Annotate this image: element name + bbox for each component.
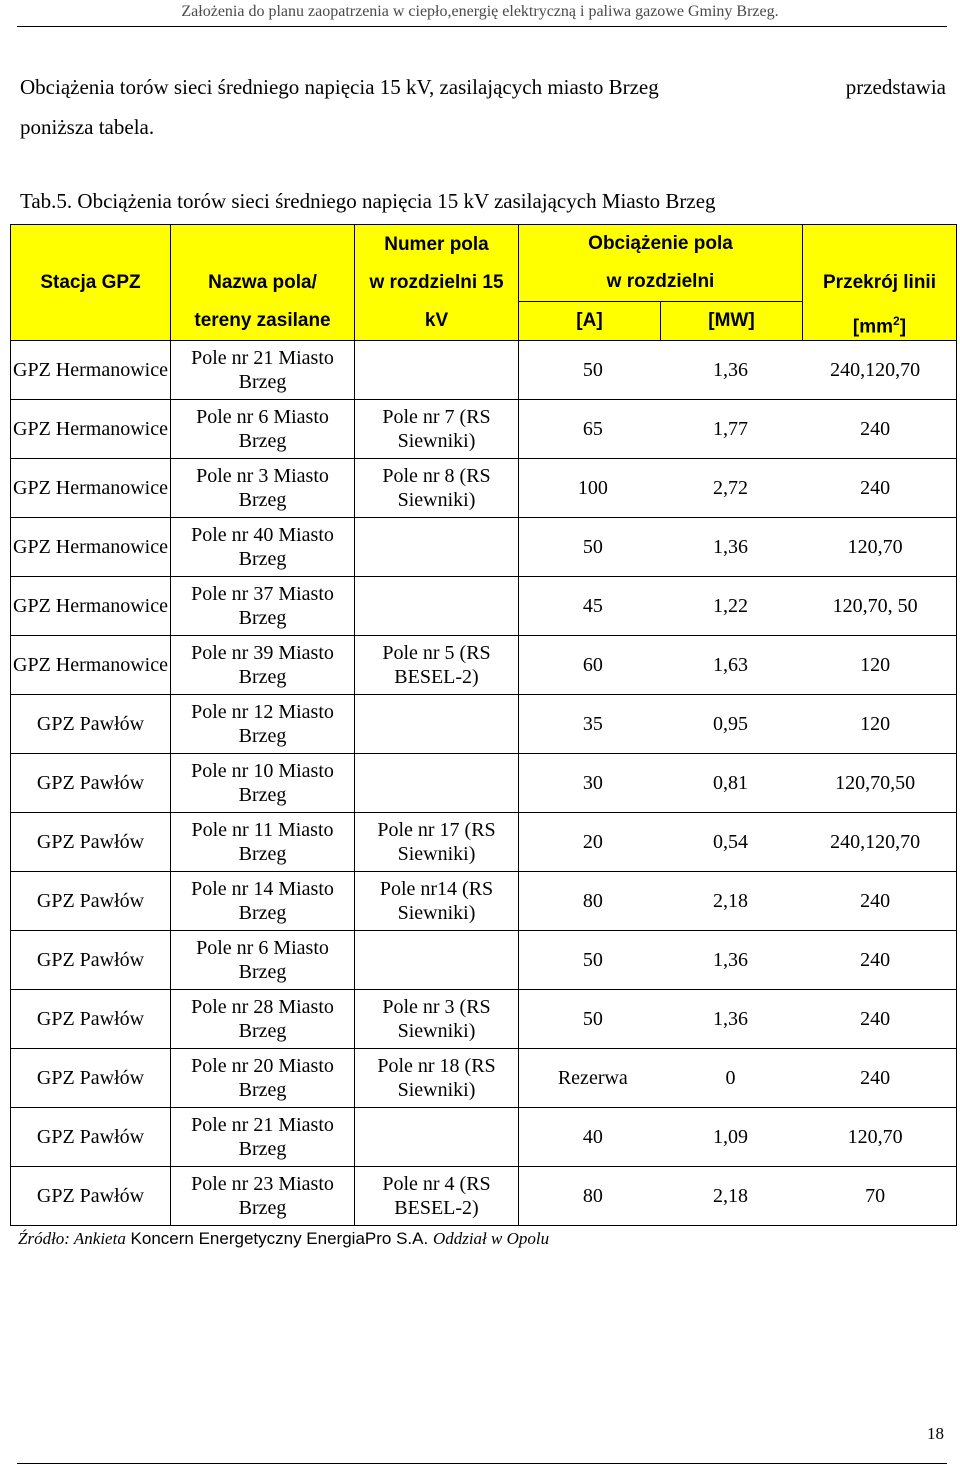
station-cell: GPZ Pawłów <box>11 754 171 813</box>
load-a-value: 100 <box>577 477 608 499</box>
station-cell: GPZ Pawłów <box>11 1049 171 1108</box>
load-values-cell <box>519 990 957 1049</box>
load-a-value: 50 <box>582 536 603 558</box>
load-mw-value: 2,18 <box>713 1185 748 1207</box>
header-field-number-1: Numer pola <box>384 233 489 255</box>
table-row <box>11 459 957 518</box>
header-station <box>11 225 171 341</box>
load-mw-value: 2,18 <box>713 890 748 912</box>
field-number-cell: Pole nr14 (RS Siewniki) <box>355 872 519 931</box>
table-row <box>11 1167 957 1226</box>
load-a-value: 50 <box>582 1008 603 1030</box>
load-a-value: 80 <box>582 1185 603 1207</box>
field-name-cell: Pole nr 11 Miasto Brzeg <box>171 813 355 872</box>
section-value: 240 <box>860 1008 891 1030</box>
section-value: 120,70 <box>847 536 903 558</box>
table-row <box>11 518 957 577</box>
station-cell: GPZ Pawłów <box>11 872 171 931</box>
header-field-number <box>355 225 519 341</box>
load-mw-value: 1,36 <box>713 1008 748 1030</box>
section-value: 240,120,70 <box>830 359 921 381</box>
field-name-cell: Pole nr 6 Miasto Brzeg <box>171 400 355 459</box>
field-number-cell <box>355 341 519 400</box>
load-mw-value: 0,54 <box>713 831 748 853</box>
load-values-cell <box>519 518 957 577</box>
table-row <box>11 990 957 1049</box>
field-name-cell: Pole nr 37 Miasto Brzeg <box>171 577 355 636</box>
section-value: 120,70,50 <box>835 772 916 794</box>
load-values-cell <box>519 400 957 459</box>
station-cell: GPZ Hermanowice <box>11 636 171 695</box>
load-mw-value: 1,36 <box>713 359 748 381</box>
header-load-mw: [MW] <box>708 310 755 331</box>
station-cell: GPZ Pawłów <box>11 813 171 872</box>
intro-line-1-end: przedstawia <box>845 75 946 99</box>
load-mw-value: 1,09 <box>713 1126 748 1148</box>
station-cell: GPZ Pawłów <box>11 1167 171 1226</box>
header-field-number-3: kV <box>424 309 449 331</box>
station-cell: GPZ Hermanowice <box>11 459 171 518</box>
field-name-cell: Pole nr 28 Miasto Brzeg <box>171 990 355 1049</box>
table-row <box>11 695 957 754</box>
field-number-cell <box>355 518 519 577</box>
section-value: 240 <box>860 1067 891 1089</box>
table-caption: Tab.5. Obciążenia torów sieci średniego napięcia 15 kV zasilających Miasto Brzeg <box>20 189 716 213</box>
load-a-value: 45 <box>582 595 603 617</box>
station-cell: GPZ Pawłów <box>11 695 171 754</box>
table-header-row <box>11 225 957 341</box>
intro-line-1: Obciążenia torów sieci średniego napięcia 15 kV, zasilających miasto Brzeg <box>20 75 659 99</box>
section-value: 120 <box>860 654 891 676</box>
load-a-value: 20 <box>582 831 603 853</box>
field-name-cell: Pole nr 6 Miasto Brzeg <box>171 931 355 990</box>
header-station-label: Stacja GPZ <box>40 271 141 293</box>
field-name-cell: Pole nr 21 Miasto Brzeg <box>171 341 355 400</box>
section-value: 120,70 <box>847 1126 903 1148</box>
load-mw-value: 1,36 <box>713 949 748 971</box>
header-section-1: Przekrój linii <box>823 271 936 293</box>
load-a-value: Rezerwa <box>557 1067 628 1089</box>
load-a-value: 30 <box>582 772 603 794</box>
load-mw-value: 0 <box>725 1067 736 1089</box>
header-rule <box>17 26 947 27</box>
load-a-value: 50 <box>582 949 603 971</box>
header-load-2: w rozdzielni <box>606 271 715 292</box>
load-values-cell <box>519 1167 957 1226</box>
load-values-cell <box>519 1108 957 1167</box>
header-load <box>519 225 803 341</box>
field-number-cell: Pole nr 7 (RS Siewniki) <box>355 400 519 459</box>
table-row <box>11 577 957 636</box>
field-number-cell <box>355 931 519 990</box>
field-number-cell: Pole nr 3 (RS Siewniki) <box>355 990 519 1049</box>
header-field-name <box>171 225 355 341</box>
intro-paragraph <box>20 67 946 147</box>
load-mw-value: 1,36 <box>713 536 748 558</box>
load-mw-value: 0,81 <box>713 772 748 794</box>
load-mw-value: 1,22 <box>713 595 748 617</box>
table-row <box>11 636 957 695</box>
load-mw-value: 2,72 <box>713 477 748 499</box>
load-a-value: 40 <box>582 1126 603 1148</box>
section-value: 120 <box>860 713 891 735</box>
field-number-cell: Pole nr 8 (RS Siewniki) <box>355 459 519 518</box>
field-number-cell: Pole nr 4 (RS BESEL-2) <box>355 1167 519 1226</box>
field-number-cell: Pole nr 18 (RS Siewniki) <box>355 1049 519 1108</box>
table-row <box>11 931 957 990</box>
table-row <box>11 1049 957 1108</box>
field-number-cell <box>355 754 519 813</box>
load-values-cell <box>519 341 957 400</box>
load-table <box>10 224 957 1226</box>
header-field-name-1: Nazwa pola/ <box>208 271 317 293</box>
table-row <box>11 813 957 872</box>
source-note: Źródło: Ankieta Koncern Energetyczny EnergiaPro S.A. Oddział w Opolu <box>18 1229 550 1248</box>
page-number: 18 <box>927 1424 944 1443</box>
intro-line-2: poniższa tabela. <box>20 115 155 139</box>
load-values-cell <box>519 931 957 990</box>
field-name-cell: Pole nr 39 Miasto Brzeg <box>171 636 355 695</box>
load-mw-value: 0,95 <box>713 713 748 735</box>
header-section-unit: $[mm^2]$ <box>852 313 907 337</box>
header-load-a: [A] <box>519 302 661 340</box>
field-name-cell: Pole nr 20 Miasto Brzeg <box>171 1049 355 1108</box>
station-cell: GPZ Pawłów <box>11 990 171 1049</box>
field-name-cell: Pole nr 10 Miasto Brzeg <box>171 754 355 813</box>
table-row <box>11 341 957 400</box>
load-a-value: 35 <box>582 713 603 735</box>
section-value: 240,120,70 <box>830 831 921 853</box>
station-cell: GPZ Hermanowice <box>11 577 171 636</box>
load-a-value: 80 <box>582 890 603 912</box>
station-cell: GPZ Pawłów <box>11 1108 171 1167</box>
section-value: 240 <box>860 477 891 499</box>
load-values-cell <box>519 813 957 872</box>
table-row <box>11 872 957 931</box>
section-value: 240 <box>860 890 891 912</box>
load-mw-value: 1,77 <box>713 418 748 440</box>
section-value: 70 <box>865 1185 886 1207</box>
table-row <box>11 1108 957 1167</box>
load-a-value: 60 <box>582 654 603 676</box>
load-values-cell <box>519 872 957 931</box>
load-mw-value: 1,63 <box>713 654 748 676</box>
table-row <box>11 754 957 813</box>
field-name-cell: Pole nr 21 Miasto Brzeg <box>171 1108 355 1167</box>
load-values-cell <box>519 1049 957 1108</box>
field-name-cell: Pole nr 40 Miasto Brzeg <box>171 518 355 577</box>
station-cell: GPZ Hermanowice <box>11 341 171 400</box>
field-number-cell <box>355 577 519 636</box>
load-values-cell <box>519 754 957 813</box>
section-value: 120,70, 50 <box>832 595 918 617</box>
load-a-value: 50 <box>582 359 603 381</box>
field-name-cell: Pole nr 14 Miasto Brzeg <box>171 872 355 931</box>
header-field-number-2: w rozdzielni 15 <box>369 271 504 293</box>
station-cell: GPZ Pawłów <box>11 931 171 990</box>
load-values-cell <box>519 459 957 518</box>
field-name-cell: Pole nr 3 Miasto Brzeg <box>171 459 355 518</box>
header-section <box>803 225 957 341</box>
load-values-cell <box>519 577 957 636</box>
field-number-cell: Pole nr 17 (RS Siewniki) <box>355 813 519 872</box>
header-load-1: Obciążenie pola <box>588 233 733 254</box>
load-values-cell <box>519 695 957 754</box>
field-name-cell: Pole nr 12 Miasto Brzeg <box>171 695 355 754</box>
section-value: 240 <box>860 949 891 971</box>
field-number-cell <box>355 1108 519 1167</box>
footer-rule <box>17 1463 947 1464</box>
field-name-cell: Pole nr 23 Miasto Brzeg <box>171 1167 355 1226</box>
section-value: 240 <box>860 418 891 440</box>
load-values-cell <box>519 636 957 695</box>
field-number-cell <box>355 695 519 754</box>
table-row <box>11 400 957 459</box>
station-cell: GPZ Hermanowice <box>11 518 171 577</box>
running-header: Założenia do planu zaopatrzenia w ciepło,energię elektryczną i paliwa gazowe Gminy Brzeg. <box>181 3 779 20</box>
header-field-name-2: tereny zasilane <box>194 309 331 331</box>
station-cell: GPZ Hermanowice <box>11 400 171 459</box>
field-number-cell: Pole nr 5 (RS BESEL-2) <box>355 636 519 695</box>
load-a-value: 65 <box>582 418 603 440</box>
